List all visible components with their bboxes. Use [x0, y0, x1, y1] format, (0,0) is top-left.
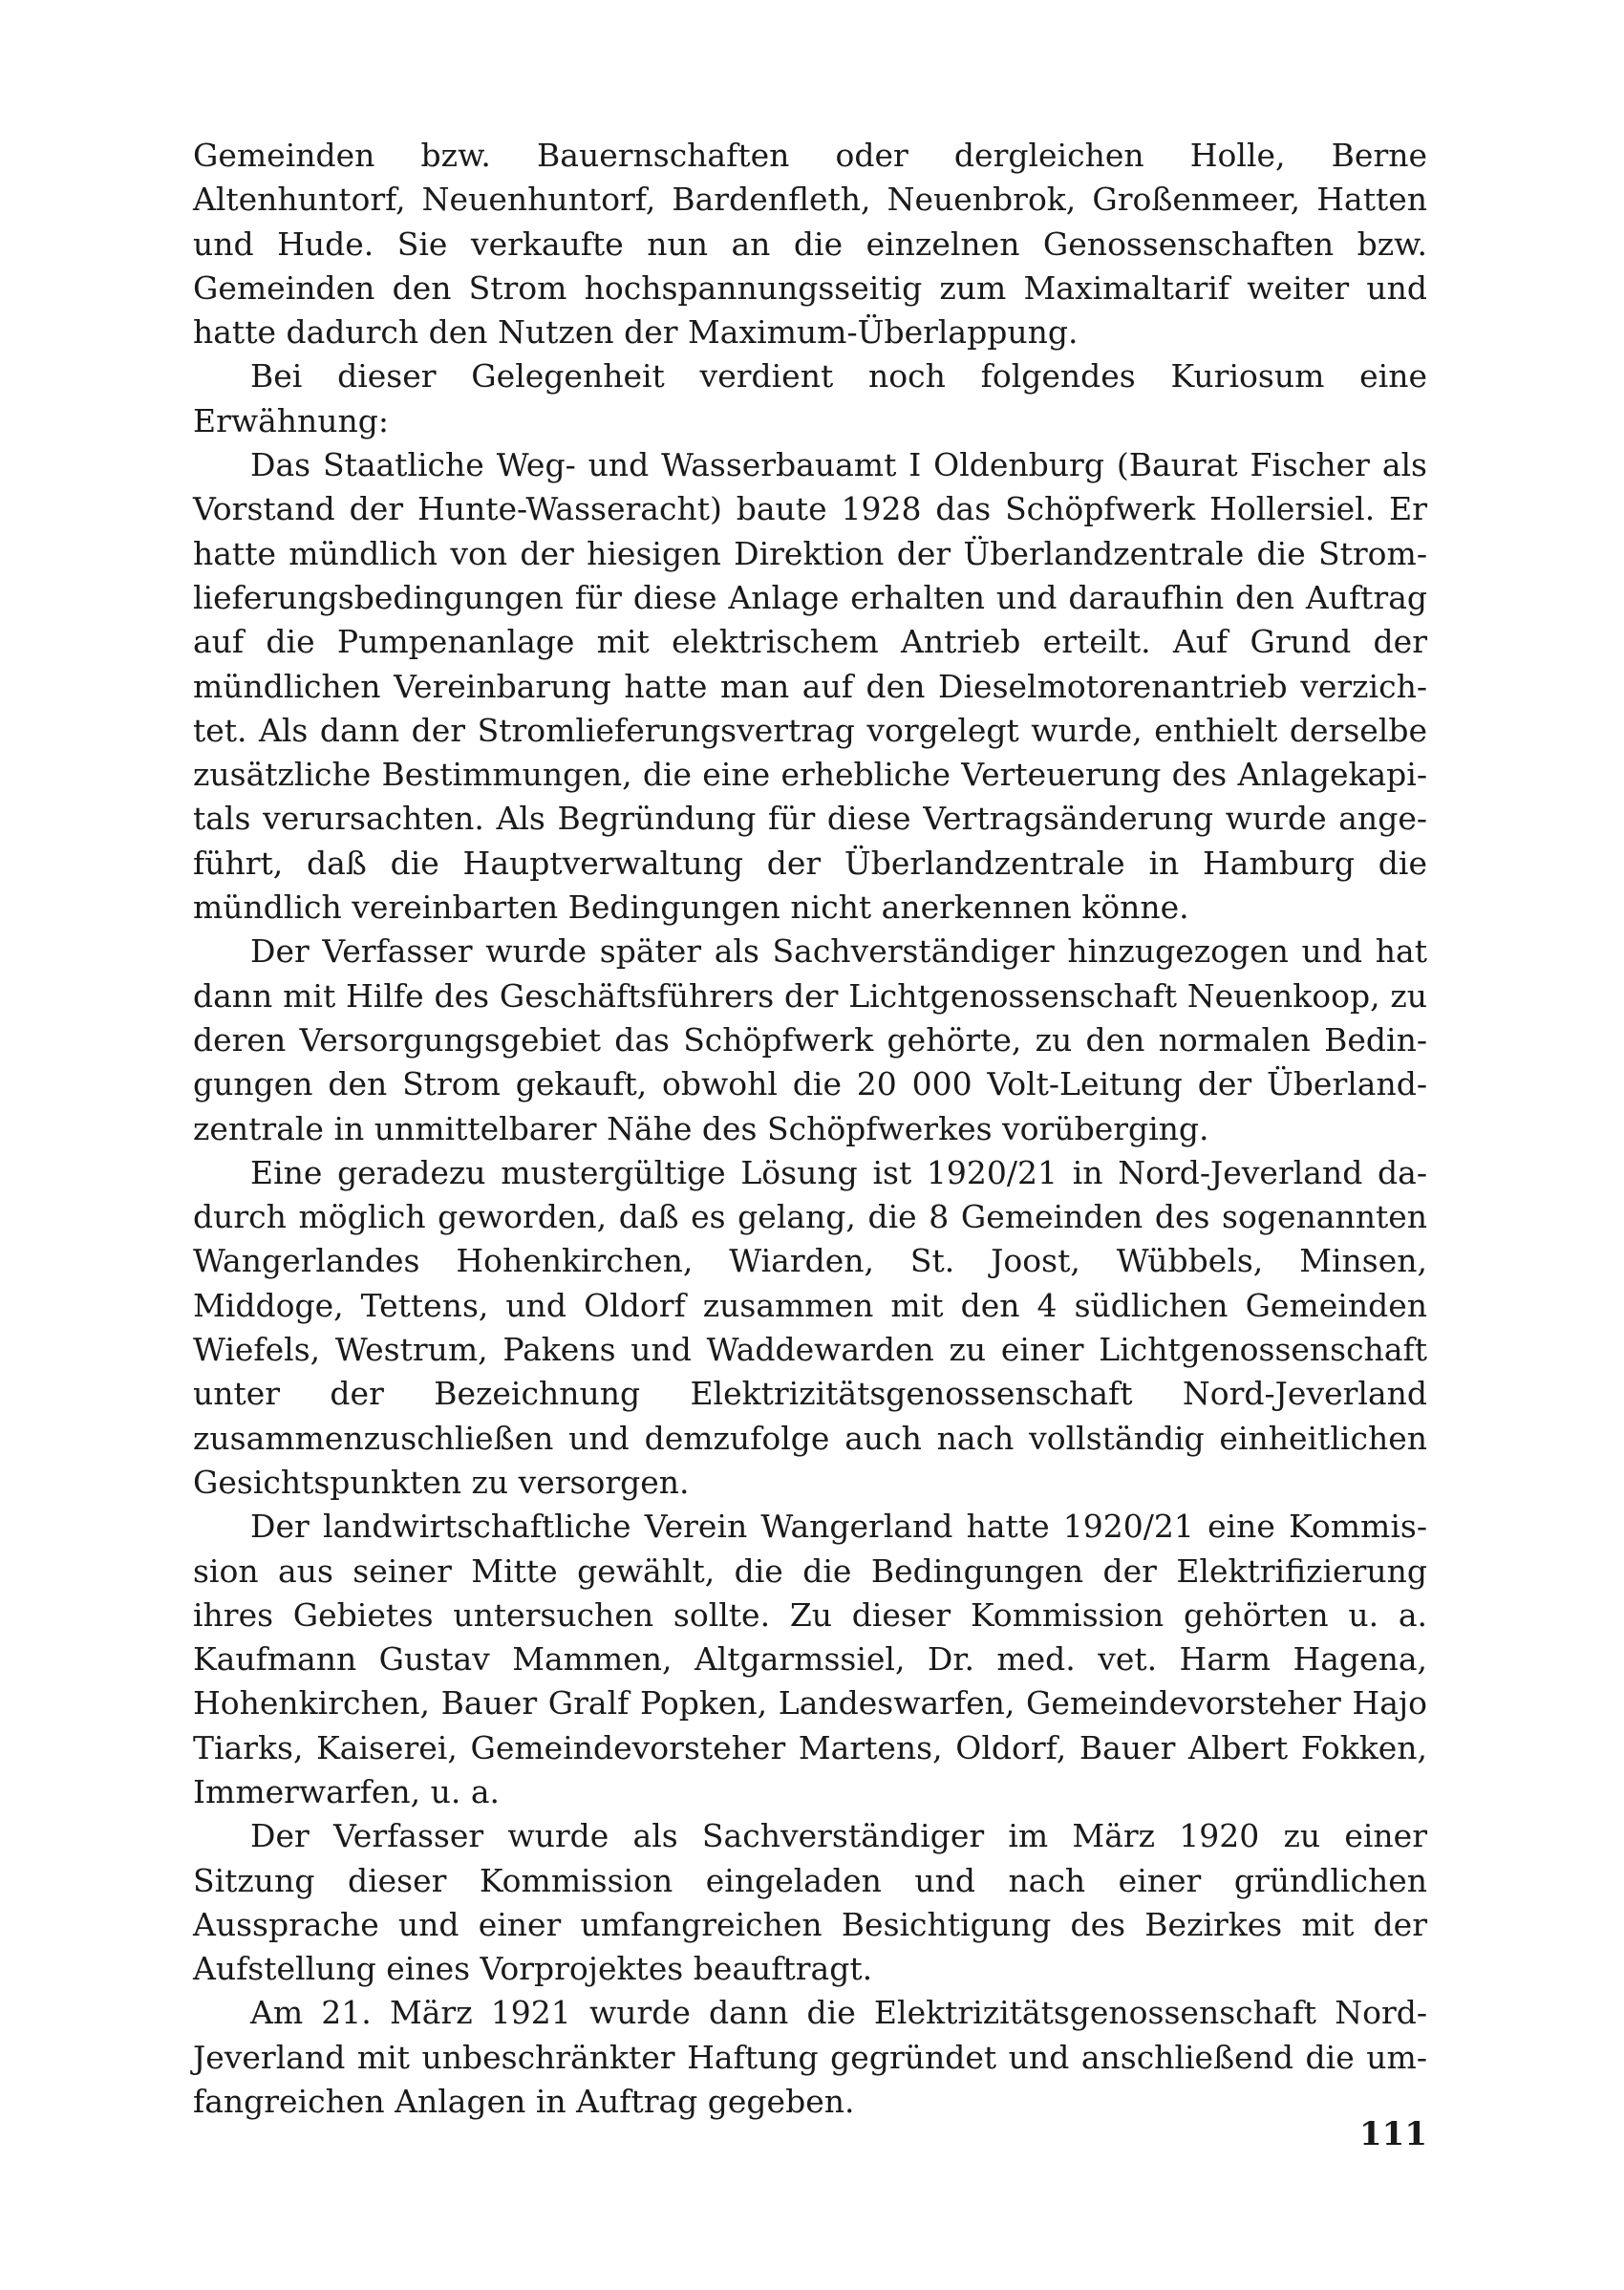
- paragraph: Das Staatliche Weg- und Wasserbauamt I Oldenburg (Baurat Fischer als Vorstand der Hunte-Wasseracht) baute 1928 das Schöpfwerk Hollersiel. Er hatte mündlich von der hiesigen Direktion der Überlandzentrale die Stromlieferungsbedingungen für diese Anlage erhalten und daraufhin den Auftrag auf die Pumpenanlage mit elektrischem Antrieb erteilt. Auf Grund der mündlichen Vereinbarung hatte man auf den Dieselmotorenantrieb verzichtet. Als dann der Stromlieferungsvertrag vorgelegt wurde, enthielt derselbe zusätzliche Bestimmungen, die eine erhebliche Verteuerung des Anlagekapitals verursachten. Als Begründung für diese Vertragsänderung wurde angeführt, daß die Hauptverwaltung der Überlandzentrale in Hamburg die mündlich vereinbarten Bedingungen nicht anerkennen könne.: [193, 446, 1427, 927]
- page-number: 111: [1359, 2115, 1427, 2153]
- paragraph: Der landwirtschaftliche Verein Wangerland hatte 1920/21 eine Kommission aus seiner Mitte gewählt, die die Bedingungen der Elektrifizierung ihres Gebietes untersuchen sollte. Zu dieser Kommission gehörten u. a. Kaufmann Gustav Mammen, Altgarmssiel, Dr. med. vet. Harm Hagena, Hohenkirchen, Bauer Gralf Popken, Landeswarfen, Gemeindevorsteher Hajo Tiarks, Kaiserei, Gemeindevorsteher Martens, Oldorf, Bauer Albert Fokken, Immerwarfen, u. a.: [193, 1508, 1427, 1810]
- paragraph: Gemeinden bzw. Bauernschaften oder dergleichen Holle, Berne Altenhuntorf, Neuenhuntorf, Bardenfleth, Neuenbrok, Großenmeer, Hatten und Hude. Sie verkaufte nun an die einzelnen Genossenschaften bzw. Gemeinden den Strom hochspannungsseitig zum Maximaltarif weiter und hatte dadurch den Nutzen der Maximum-Überlappung.: [193, 137, 1427, 352]
- paragraph: Eine geradezu mustergültige Lösung ist 1920/21 in Nord-Jeverland dadurch möglich geworden, daß es gelang, die 8 Gemeinden des sogenannten Wangerlandes Hohenkirchen, Wiarden, St. Joost, Wübbels, Minsen, Middoge, Tettens, und Oldorf zusammen mit den 4 südlichen Gemeinden Wiefels, Westrum, Pakens und Waddewarden zu einer Lichtgenossenschaft unter der Bezeichnung Elektrizitätsgenossenschaft Nord-Jeverland zusammenzuschließen und demzufolge auch nach vollständig einheitlichen Gesichtspunkten zu versorgen.: [193, 1153, 1427, 1501]
- paragraph: Bei dieser Gelegenheit verdient noch folgendes Kuriosum eine Erwähnung:: [193, 357, 1427, 439]
- paragraph: Der Verfasser wurde später als Sachverständiger hinzugezogen und hat dann mit Hilfe des Geschäftsführers der Lichtgenossenschaft Neuenkoop, zu deren Versorgungsgebiet das Schöpfwerk gehörte, zu den normalen Bedingungen den Strom gekauft, obwohl die 20 000 Volt-Leitung der Überlandzentrale in unmittelbarer Nähe des Schöpfwerkes vorüberging.: [193, 932, 1427, 1147]
- paragraph: Der Verfasser wurde als Sachverständiger im März 1920 zu einer Sitzung dieser Kommission eingeladen und nach einer gründlichen Aussprache und einer umfangreichen Besichtigung des Bezirkes mit der Aufstellung eines Vorprojektes beauftragt.: [193, 1817, 1427, 1988]
- page-body: [193, 134, 1427, 2124]
- paragraph: Am 21. März 1921 wurde dann die Elektrizitätsgenossenschaft Nord-Jeverland mit unbeschränkter Haftung gegründet und anschließend die umfangreichen Anlagen in Auftrag gegeben.: [193, 1994, 1427, 2121]
